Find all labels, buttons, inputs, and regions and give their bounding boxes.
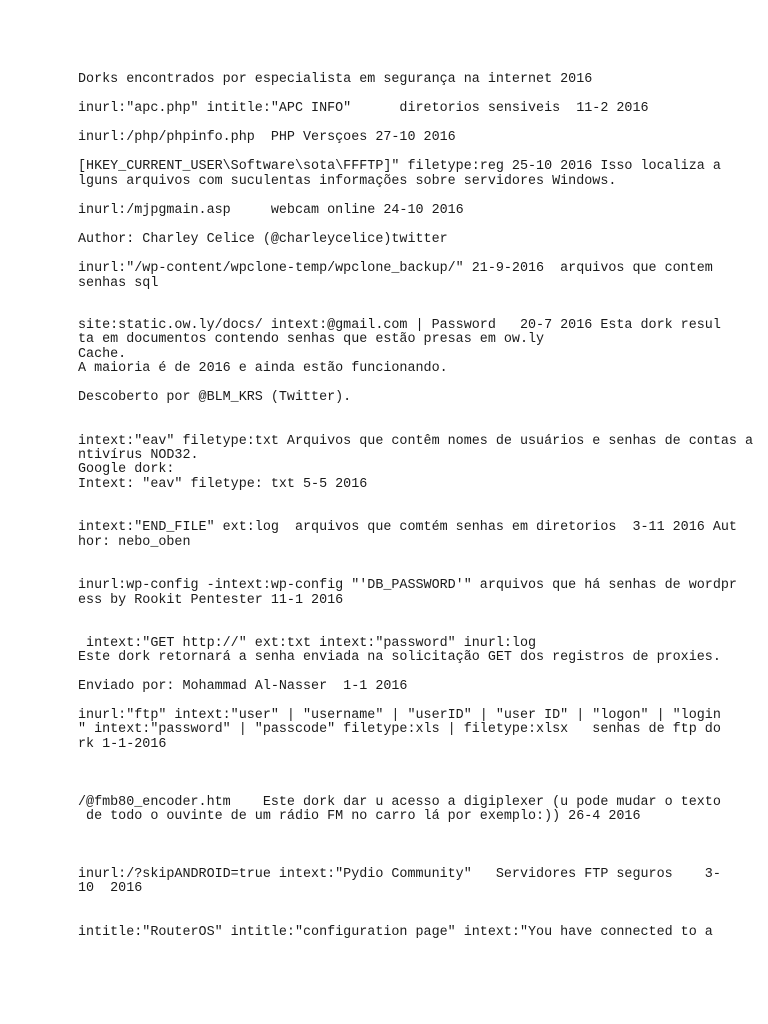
text-line: inurl:"apc.php" intitle:"APC INFO" diretorios sensiveis 11-2 2016 <box>78 101 649 116</box>
text-line: senhas sql <box>78 276 159 291</box>
text-line: Descoberto por @BLM_KRS (Twitter). <box>78 390 352 405</box>
text-line: Este dork retornará a senha enviada na solicitação GET dos registros de proxies. <box>78 650 721 665</box>
text-line: de todo o ouvinte de um rádio FM no carro lá por exemplo:)) 26-4 2016 <box>78 809 641 824</box>
text-line: Intext: "eav" filetype: txt 5-5 2016 <box>78 477 368 492</box>
text-line: rk 1-1-2016 <box>78 737 167 752</box>
text-line: Cache. <box>78 347 127 362</box>
text-line: inurl:/php/phpinfo.php PHP Versçoes 27-10 2016 <box>78 130 456 145</box>
text-line: inurl:/mjpgmain.asp webcam online 24-10 2016 <box>78 203 464 218</box>
text-line: 10 2016 <box>78 881 143 896</box>
text-line: inurl:"/wp-content/wpclone-temp/wpclone_backup/" 21-9-2016 arquivos que contem <box>78 261 713 276</box>
text-line: Enviado por: Mohammad Al-Nasser 1-1 2016 <box>78 679 408 694</box>
text-line: inurl:/?skipANDROID=true intext:"Pydio Community" Servidores FTP seguros 3- <box>78 867 721 882</box>
text-line: " intext:"password" | "passcode" filetype:xls | filetype:xlsx senhas de ftp do <box>78 722 721 737</box>
text-line: intext:"END_FILE" ext:log arquivos que comtém senhas em diretorios 3-11 2016 Aut <box>78 520 737 535</box>
text-line: ess by Rookit Pentester 11-1 2016 <box>78 593 344 608</box>
text-line: /@fmb80_encoder.htm Este dork dar u acesso a digiplexer (u pode mudar o texto <box>78 795 721 810</box>
text-line: Google dork: <box>78 462 175 477</box>
text-line: intitle:"RouterOS" intitle:"configuration page" intext:"You have connected to a <box>78 925 713 940</box>
text-line: [HKEY_CURRENT_USER\Software\sota\FFFTP]" filetype:reg 25-10 2016 Isso localiza a <box>78 159 721 174</box>
text-line: Author: Charley Celice (@charleycelice)twitter <box>78 232 448 247</box>
text-line: Dorks encontrados por especialista em segurança na internet 2016 <box>78 72 593 87</box>
text-line: hor: nebo_oben <box>78 535 191 550</box>
text-line: lguns arquivos com suculentas informações sobre servidores Windows. <box>78 174 617 189</box>
text-line: inurl:"ftp" intext:"user" | "username" | "userID" | "user ID" | "logon" | "login <box>78 708 721 723</box>
text-line: ta em documentos contendo senhas que estão presas em ow.ly <box>78 332 545 347</box>
text-line: inurl:wp-config -intext:wp-config "'DB_PASSWORD'" arquivos que há senhas de wordpr <box>78 578 737 593</box>
text-line: A maioria é de 2016 e ainda estão funcionando. <box>78 361 448 376</box>
text-line: intext:"eav" filetype:txt Arquivos que contêm nomes de usuários e senhas de contas a <box>78 434 753 449</box>
text-line: site:static.ow.ly/docs/ intext:@gmail.com | Password 20-7 2016 Esta dork resul <box>78 318 721 333</box>
text-line: ntivírus NOD32. <box>78 448 199 463</box>
text-line: intext:"GET http://" ext:txt intext:"password" inurl:log <box>78 636 537 651</box>
